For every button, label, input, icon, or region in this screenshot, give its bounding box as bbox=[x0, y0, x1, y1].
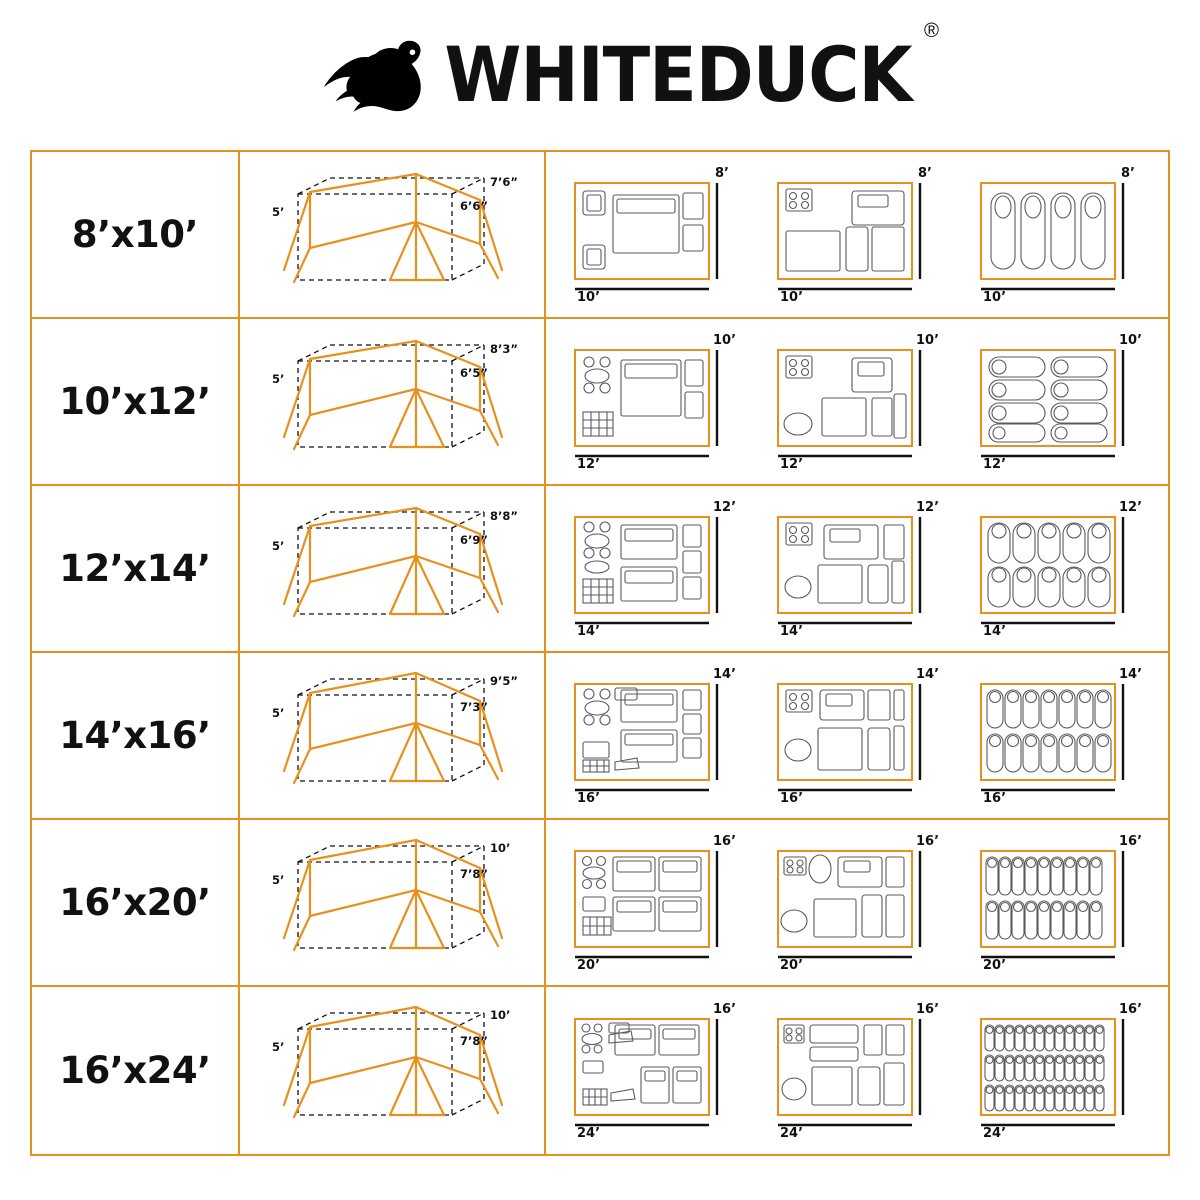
svg-text:8’: 8’ bbox=[917, 165, 932, 181]
svg-text:14’: 14’ bbox=[712, 666, 736, 682]
floor-plans-cell bbox=[546, 152, 1168, 317]
table-row bbox=[32, 820, 1168, 987]
brand-logo bbox=[323, 20, 939, 119]
floor-plan-sleeping bbox=[959, 319, 1162, 484]
tent-elevation-cell bbox=[240, 486, 546, 651]
svg-text:14’: 14’ bbox=[1119, 666, 1143, 682]
svg-text:12’: 12’ bbox=[779, 456, 804, 472]
svg-text:5’: 5’ bbox=[272, 873, 285, 887]
svg-text:24’: 24’ bbox=[576, 1125, 600, 1141]
svg-text:5’: 5’ bbox=[272, 372, 285, 386]
table-row bbox=[32, 319, 1168, 486]
svg-text:8’8”: 8’8” bbox=[490, 509, 518, 523]
svg-text:14’: 14’ bbox=[779, 623, 804, 639]
svg-text:8’: 8’ bbox=[714, 165, 729, 181]
logo-header bbox=[0, 0, 1200, 150]
svg-text:16’: 16’ bbox=[1119, 833, 1143, 849]
floor-plan-living bbox=[552, 319, 755, 484]
floor-plan-living bbox=[552, 152, 755, 317]
tent-elevation-cell bbox=[240, 152, 546, 317]
floor-plans-cell bbox=[546, 987, 1168, 1154]
brand-wordmark: WHITEDUCK bbox=[444, 30, 912, 119]
svg-text:10’: 10’ bbox=[490, 1008, 511, 1022]
tent-size-label: 8’x10’ bbox=[71, 213, 199, 256]
svg-text:12’: 12’ bbox=[712, 499, 736, 515]
table-row bbox=[32, 987, 1168, 1154]
floor-plan-sleeping bbox=[959, 820, 1162, 985]
table-row bbox=[32, 653, 1168, 820]
floor-plans-cell bbox=[546, 653, 1168, 818]
floor-plan-living bbox=[552, 653, 755, 818]
svg-text:12’: 12’ bbox=[983, 456, 1007, 472]
svg-text:16’: 16’ bbox=[712, 1001, 736, 1017]
svg-text:12’: 12’ bbox=[915, 499, 940, 515]
duck-icon bbox=[323, 33, 431, 117]
floor-plans-cell bbox=[546, 486, 1168, 651]
brand-name bbox=[444, 20, 939, 119]
tent-size-label: 10’x12’ bbox=[59, 380, 211, 423]
svg-text:20’: 20’ bbox=[983, 957, 1007, 973]
svg-text:10’: 10’ bbox=[1119, 332, 1143, 348]
svg-text:9’5”: 9’5” bbox=[490, 674, 518, 688]
floor-plan-living bbox=[552, 486, 755, 651]
svg-text:16’: 16’ bbox=[779, 790, 804, 806]
svg-text:10’: 10’ bbox=[915, 332, 940, 348]
tent-elevation-drawing bbox=[240, 486, 546, 651]
svg-text:10’: 10’ bbox=[576, 289, 600, 305]
svg-text:16’: 16’ bbox=[915, 1001, 940, 1017]
floor-plan-sleeping bbox=[959, 653, 1162, 818]
floor-plan-kitchen bbox=[755, 820, 958, 985]
svg-text:8’3”: 8’3” bbox=[490, 342, 518, 356]
tent-elevation-cell bbox=[240, 820, 546, 985]
floor-plan-kitchen bbox=[755, 486, 958, 651]
svg-text:6’6”: 6’6” bbox=[460, 199, 488, 213]
tent-size-label: 16’x24’ bbox=[59, 1049, 211, 1092]
svg-text:14’: 14’ bbox=[576, 623, 600, 639]
registered-trademark-icon: ® bbox=[924, 20, 939, 42]
floor-plans-cell bbox=[546, 319, 1168, 484]
svg-text:10’: 10’ bbox=[779, 289, 804, 305]
svg-text:20’: 20’ bbox=[779, 957, 804, 973]
svg-text:6’9”: 6’9” bbox=[460, 533, 488, 547]
tent-elevation-cell bbox=[240, 319, 546, 484]
floor-plan-kitchen bbox=[755, 987, 958, 1154]
svg-text:24’: 24’ bbox=[779, 1125, 804, 1141]
floor-plan-living bbox=[552, 820, 755, 985]
svg-text:7’8”: 7’8” bbox=[460, 1034, 488, 1048]
svg-text:16’: 16’ bbox=[576, 790, 600, 806]
svg-text:5’: 5’ bbox=[272, 205, 285, 219]
tent-size-cell bbox=[32, 152, 240, 317]
svg-text:12’: 12’ bbox=[1119, 499, 1143, 515]
svg-text:14’: 14’ bbox=[983, 623, 1007, 639]
floor-plan-kitchen bbox=[755, 152, 958, 317]
tent-elevation-drawing bbox=[240, 820, 546, 985]
tent-elevation-cell bbox=[240, 987, 546, 1154]
floor-plans-cell bbox=[546, 820, 1168, 985]
table-row bbox=[32, 486, 1168, 653]
tent-size-label: 12’x14’ bbox=[59, 547, 211, 590]
svg-text:10’: 10’ bbox=[983, 289, 1007, 305]
svg-text:20’: 20’ bbox=[576, 957, 600, 973]
svg-text:7’6”: 7’6” bbox=[490, 175, 518, 189]
floor-plan-living bbox=[552, 987, 755, 1154]
floor-plan-kitchen bbox=[755, 319, 958, 484]
svg-text:7’3”: 7’3” bbox=[460, 700, 488, 714]
tent-size-cell bbox=[32, 319, 240, 484]
svg-text:7’8”: 7’8” bbox=[460, 867, 488, 881]
svg-text:10’: 10’ bbox=[712, 332, 736, 348]
svg-text:10’: 10’ bbox=[490, 841, 511, 855]
tent-size-cell bbox=[32, 653, 240, 818]
svg-text:14’: 14’ bbox=[915, 666, 940, 682]
svg-text:8’: 8’ bbox=[1121, 165, 1136, 181]
tent-elevation-cell bbox=[240, 653, 546, 818]
svg-text:6’5”: 6’5” bbox=[460, 366, 488, 380]
tent-size-cell bbox=[32, 820, 240, 985]
floor-plan-sleeping bbox=[959, 486, 1162, 651]
tent-elevation-drawing bbox=[240, 987, 546, 1152]
floor-plan-sleeping bbox=[959, 152, 1162, 317]
floor-plan-sleeping bbox=[959, 987, 1162, 1154]
svg-text:12’: 12’ bbox=[576, 456, 600, 472]
svg-text:16’: 16’ bbox=[1119, 1001, 1143, 1017]
tent-size-cell bbox=[32, 486, 240, 651]
tent-size-label: 16’x20’ bbox=[59, 881, 211, 924]
svg-text:16’: 16’ bbox=[712, 833, 736, 849]
svg-text:5’: 5’ bbox=[272, 1040, 285, 1054]
svg-text:5’: 5’ bbox=[272, 706, 285, 720]
tent-size-comparison-table bbox=[30, 150, 1170, 1156]
svg-text:24’: 24’ bbox=[983, 1125, 1007, 1141]
tent-size-cell bbox=[32, 987, 240, 1154]
floor-plan-kitchen bbox=[755, 653, 958, 818]
svg-text:16’: 16’ bbox=[915, 833, 940, 849]
tent-elevation-drawing bbox=[240, 319, 546, 484]
tent-elevation-drawing bbox=[240, 152, 546, 317]
table-row bbox=[32, 152, 1168, 319]
svg-text:16’: 16’ bbox=[983, 790, 1007, 806]
tent-size-label: 14’x16’ bbox=[59, 714, 211, 757]
svg-text:5’: 5’ bbox=[272, 539, 285, 553]
tent-elevation-drawing bbox=[240, 653, 546, 818]
